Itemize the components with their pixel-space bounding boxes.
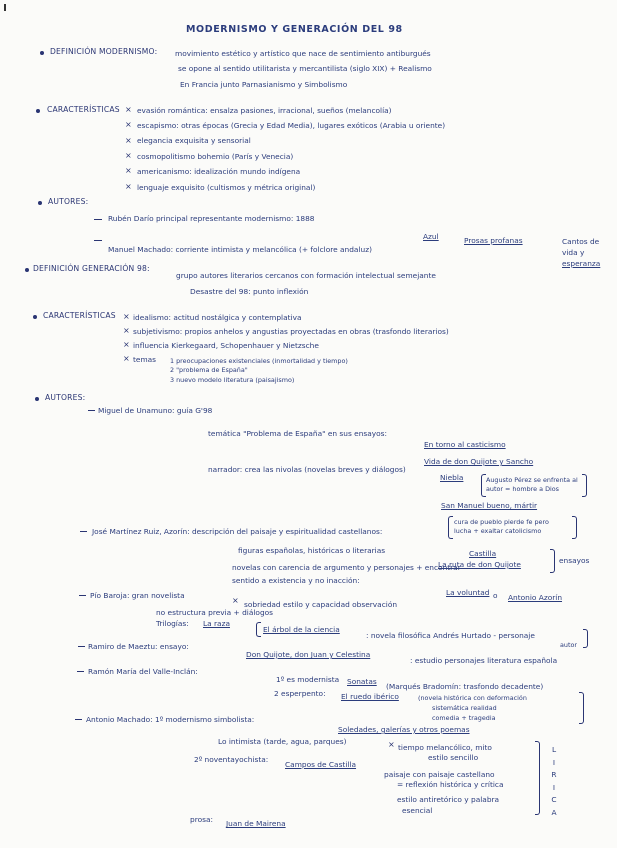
amachado-line-1: Antonio Machado: 1º modernismo simbolista: xyxy=(86,715,255,724)
cross-mark-icon: × xyxy=(125,166,132,175)
amachado-line-3: 2º noventayochista: xyxy=(194,755,269,764)
baroja-work-arbol-ciencia: El árbol de la ciencia xyxy=(263,625,340,634)
g98-tema-2: 2 "problema de España" xyxy=(170,366,248,374)
baroja-line-2: no estructura previa + diálogos xyxy=(156,608,274,617)
amachado-campos-note-2: = reflexión histórica y crítica xyxy=(397,780,504,789)
cross-mark-icon: × xyxy=(123,326,130,335)
amachado-line-2-note: tiempo melancólico, mito xyxy=(398,743,492,752)
mod-car-3: elegancia exquisita y sensorial xyxy=(137,136,251,145)
unamuno-san-manuel-note-1: cura de pueblo pierde fe pero xyxy=(454,518,549,526)
azorin-work-ruta-quijote: La ruta de don Quijote xyxy=(438,560,521,569)
mod-def-label: DEFINICIÓN MODERNISMO: xyxy=(50,47,158,56)
bracket-mark xyxy=(256,622,261,637)
baroja-line-1b: sobriedad estilo y capacidad observación xyxy=(244,600,398,609)
valle-work-sonatas: Sonatas xyxy=(347,677,377,686)
baroja-line-3: Trilogías: xyxy=(156,619,189,628)
bracket-mark xyxy=(583,629,588,648)
mod-car-5: americanismo: idealización mundo indígena xyxy=(137,167,301,176)
baroja-arbol-note: : novela filosófica Andrés Hurtado - personaje xyxy=(366,631,535,640)
mod-car-label: CARACTERÍSTICAS xyxy=(47,105,120,114)
mod-car-1: evasión romántica: ensalza pasiones, irracional, sueños (melancolía) xyxy=(137,106,392,115)
bracket-mark xyxy=(582,474,587,497)
valle-sonatas-note: (Marqués Bradomín: trasfondo decadente) xyxy=(386,682,544,691)
unamuno-line-2: temática "Problema de España" en sus ensayos: xyxy=(208,429,388,438)
bullet-dot xyxy=(33,315,37,319)
bracket-mark xyxy=(579,692,584,724)
g98-tema-1: 1 preocupaciones existenciales (inmortalidad y tiempo) xyxy=(170,357,348,365)
baroja-arbol-note-2: autor xyxy=(560,641,578,649)
amachado-campos-note-3: estilo antiretórico y palabra xyxy=(397,795,500,804)
unamuno-work-vida-quijote: Vida de don Quijote y Sancho xyxy=(424,457,534,466)
azorin-ensayos-note: ensayos xyxy=(559,556,590,565)
dario-work-prosas: Prosas profanas xyxy=(464,236,523,245)
azorin-work-castilla: Castilla xyxy=(469,549,497,558)
maeztu-line-1: Ramiro de Maeztu: ensayo: xyxy=(88,642,189,651)
g98-car-1: idealismo: actitud nostálgica y contemplativa xyxy=(133,313,302,322)
cross-mark-icon: × xyxy=(125,105,132,114)
g98-def-label: DEFINICIÓN GENERACIÓN 98: xyxy=(33,264,150,273)
bracket-mark xyxy=(481,474,486,497)
cross-mark-icon: × xyxy=(125,182,132,191)
cross-mark-icon: × xyxy=(125,120,132,129)
dash-mark xyxy=(77,671,84,672)
valle-line-1: Ramón María del Valle-Inclán: xyxy=(88,667,198,676)
unamuno-niebla-note-2: autor = hombre a Dios xyxy=(486,485,560,493)
valle-line-2: 2 esperpento: xyxy=(274,689,326,698)
valle-ruedo-note-2: sistemática realidad xyxy=(432,704,497,712)
dario-work-cantos-3: esperanza xyxy=(562,259,601,268)
bullet-dot xyxy=(38,201,42,205)
bullet-dot xyxy=(25,268,29,272)
mmachado-line: Manuel Machado: corriente intimista y melancólica (+ folclore andaluz) xyxy=(108,245,372,254)
amachado-line-4: prosa: xyxy=(190,815,213,824)
dash-mark xyxy=(94,219,102,220)
mod-car-2: escapismo: otras épocas (Grecia y Edad Media), lugares exóticos (Arabia u oriente) xyxy=(137,121,446,130)
g98-tema-3: 3 nuevo modelo literatura (paisajismo) xyxy=(170,376,295,384)
amachado-work-campos: Campos de Castilla xyxy=(285,760,357,769)
azorin-work-antonio-azorin: Antonio Azorín xyxy=(508,593,563,602)
g98-car-label: CARACTERÍSTICAS xyxy=(43,311,116,320)
cross-mark-icon: × xyxy=(388,740,395,749)
unamuno-niebla-note-1: Augusto Pérez se enfrenta al xyxy=(486,476,578,484)
azorin-line-3: novelas con carencia de argumento y personajes + encontrar xyxy=(232,563,461,572)
maeztu-work-quijote: Don Quijote, don Juan y Celestina xyxy=(246,650,371,659)
mod-car-6: lenguaje exquisito (cultismos y métrica original) xyxy=(137,183,316,192)
azorin-or: o xyxy=(493,591,498,600)
azorin-line-1: José Martínez Ruiz, Azorín: descripción del paisaje y espiritualidad castellanos: xyxy=(92,527,383,536)
valle-line-1a: 1º es modernista xyxy=(276,675,340,684)
valle-work-ruedo: El ruedo ibérico xyxy=(341,692,399,701)
g98-car-3: influencia Kierkegaard, Schopenhauer y Nietzsche xyxy=(133,341,319,350)
amachado-work-soledades: Soledades, galerías y otros poemas xyxy=(338,725,470,734)
azorin-work-voluntad: La voluntad xyxy=(446,588,490,597)
cross-mark-icon: × xyxy=(123,312,130,321)
dario-line: Rubén Darío principal representante modernismo: 1888 xyxy=(108,214,315,223)
dario-work-cantos-1: Cantos de xyxy=(562,237,600,246)
unamuno-work-niebla: Niebla xyxy=(440,473,464,482)
g98-car-4: temas xyxy=(133,355,157,364)
mod-def-line-1: movimiento estético y artístico que nace de sentimiento antiburgués xyxy=(175,49,431,58)
bracket-mark xyxy=(448,516,453,539)
g98-def-line-2: Desastre del 98: punto inflexión xyxy=(190,287,309,296)
azorin-line-2: figuras españolas, históricas o literarias xyxy=(238,546,386,555)
dash-mark xyxy=(94,240,102,241)
mod-def-line-3: En Francia junto Parnasianismo y Simbolismo xyxy=(180,80,348,89)
unamuno-line-1: Miguel de Unamuno: guía G'98 xyxy=(98,406,213,415)
mod-aut-label: AUTORES: xyxy=(48,197,89,206)
g98-def-line-1: grupo autores literarios cercanos con formación intelectual semejante xyxy=(176,271,436,280)
cross-mark-icon: × xyxy=(123,340,130,349)
page-edge-mark xyxy=(4,4,6,11)
dash-mark xyxy=(88,410,95,411)
amachado-campos-note-4: esencial xyxy=(402,806,433,815)
dash-mark xyxy=(78,646,85,647)
valle-ruedo-note-3: comedia + tragedia xyxy=(432,714,496,722)
cross-mark-icon: × xyxy=(123,354,130,363)
unamuno-san-manuel-note-2: lucha + exaltar catolicismo xyxy=(454,527,542,535)
g98-car-2: subjetivismo: propios anhelos y angustias proyectadas en obras (trasfondo literarios) xyxy=(133,327,449,336)
dario-work-azul: Azul xyxy=(423,232,439,241)
bullet-dot xyxy=(36,109,40,113)
mod-car-4: cosmopolitismo bohemio (París y Venecia) xyxy=(137,152,294,161)
unamuno-work-san-manuel: San Manuel bueno, mártir xyxy=(441,501,538,510)
amachado-work-mairena: Juan de Mairena xyxy=(226,819,286,828)
unamuno-line-narrador: narrador: crea las nivolas (novelas breves y diálogos) xyxy=(208,465,406,474)
mod-def-line-2: se opone al sentido utilitarista y mercantilista (siglo XIX) + Realismo xyxy=(178,64,432,73)
amachado-campos-note-1: paisaje con paisaje castellano xyxy=(384,770,495,779)
amachado-line-2-note-2: estilo sencillo xyxy=(428,753,479,762)
cross-mark-icon: × xyxy=(125,136,132,145)
lirica-vertical-label: L I R I C A xyxy=(551,745,557,817)
valle-ruedo-note-1: (novela histórica con deformación xyxy=(418,694,527,702)
baroja-line-1: Pío Baroja: gran novelista xyxy=(90,591,185,600)
dario-work-cantos-2: vida y xyxy=(562,248,585,257)
baroja-work-raza: La raza xyxy=(203,619,230,628)
dash-mark xyxy=(80,531,87,532)
page-title: MODERNISMO Y GENERACIÓN DEL 98 xyxy=(186,24,403,35)
maeztu-note: : estudio personajes literatura española xyxy=(410,656,558,665)
dash-mark xyxy=(79,595,86,596)
dash-mark xyxy=(75,719,82,720)
bullet-dot xyxy=(35,397,39,401)
g98-aut-label: AUTORES: xyxy=(45,393,86,402)
bracket-mark xyxy=(550,549,555,573)
azorin-line-4: sentido a existencia y no inacción: xyxy=(232,576,360,585)
amachado-line-2: Lo intimista (tarde, agua, parques) xyxy=(218,737,347,746)
cross-mark-icon: × xyxy=(125,151,132,160)
bracket-mark xyxy=(572,516,577,539)
cross-mark-icon: × xyxy=(232,596,239,605)
unamuno-work-casticismo: En torno al casticismo xyxy=(424,440,506,449)
bracket-mark xyxy=(535,741,540,815)
bullet-dot xyxy=(40,51,44,55)
